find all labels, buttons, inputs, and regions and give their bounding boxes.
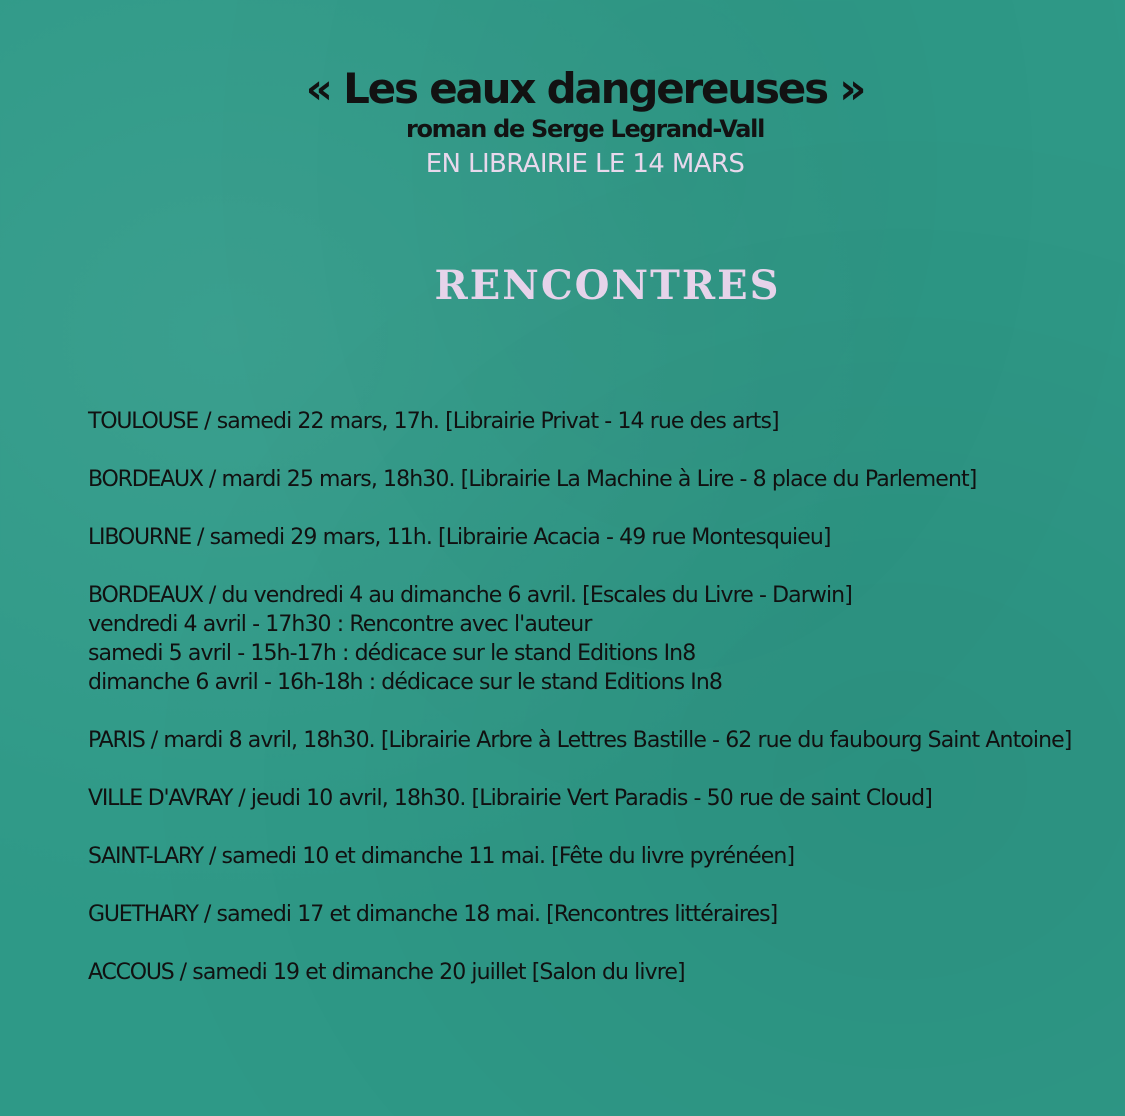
event-item — [88, 465, 1118, 494]
event-city: BORDEAUX — [88, 467, 203, 492]
event-item — [88, 900, 1118, 929]
event-city: ACCOUS — [88, 960, 174, 985]
event-city: PARIS — [88, 728, 145, 753]
event-city: LIBOURNE — [88, 525, 191, 550]
release-date: EN LIBRAIRIE LE 14 MARS — [425, 149, 745, 179]
events-list — [88, 407, 1118, 1016]
event-line — [88, 523, 1118, 552]
event-item — [88, 842, 1118, 871]
event-details: / mardi 8 avril, 18h30. [Librairie Arbre à Lettres Bastille - 62 rue du faubourg Saint Antoine] — [144, 728, 1072, 753]
event-city: VILLE D'AVRAY — [88, 786, 233, 811]
event-details: / samedi 19 et dimanche 20 juillet [Salon du livre] — [173, 960, 685, 985]
event-details: / samedi 29 mars, 11h. [Librairie Acacia - 49 rue Montesquieu] — [190, 525, 831, 550]
event-details: / mardi 25 mars, 18h30. [Librairie La Machine à Lire - 8 place du Parlement] — [202, 467, 977, 492]
event-item — [88, 407, 1118, 436]
event-line — [88, 726, 1118, 755]
event-details: / samedi 17 et dimanche 18 mai. [Rencontres littéraires] — [197, 902, 778, 927]
book-subtitle: roman de Serge Legrand-Vall — [405, 115, 765, 143]
event-line — [88, 958, 1118, 987]
event-city: BORDEAUX — [88, 583, 203, 608]
section-title: RENCONTRES — [434, 262, 781, 309]
event-line — [88, 465, 1118, 494]
event-line — [88, 581, 1118, 610]
event-line — [88, 407, 1118, 436]
event-line — [88, 900, 1118, 929]
event-schedule-line: dimanche 6 avril - 16h-18h : dédicace sur le stand Editions In8 — [88, 670, 723, 695]
event-item — [88, 958, 1118, 987]
event-item — [88, 726, 1118, 755]
event-city: TOULOUSE — [88, 409, 199, 434]
event-line — [88, 842, 1118, 871]
event-details: / samedi 10 et dimanche 11 mai. [Fête du livre pyrénéen] — [202, 844, 795, 869]
header — [0, 62, 1125, 184]
event-details: / samedi 22 mars, 17h. [Librairie Privat - 14 rue des arts] — [198, 409, 779, 434]
event-item — [88, 784, 1118, 813]
event-line — [88, 784, 1118, 813]
event-city: SAINT-LARY — [88, 844, 203, 869]
event-item — [88, 581, 1118, 697]
event-city: GUETHARY — [88, 902, 198, 927]
event-schedule-line: vendredi 4 avril - 17h30 : Rencontre avec l'auteur — [88, 612, 592, 637]
event-item — [88, 523, 1118, 552]
event-details: / du vendredi 4 au dimanche 6 avril. [Escales du Livre - Darwin] — [202, 583, 852, 608]
event-details: / jeudi 10 avril, 18h30. [Librairie Vert Paradis - 50 rue de saint Cloud] — [232, 786, 932, 811]
book-title: « Les eaux dangereuses » — [305, 64, 865, 113]
event-schedule-line: samedi 5 avril - 15h-17h : dédicace sur le stand Editions In8 — [88, 641, 696, 666]
